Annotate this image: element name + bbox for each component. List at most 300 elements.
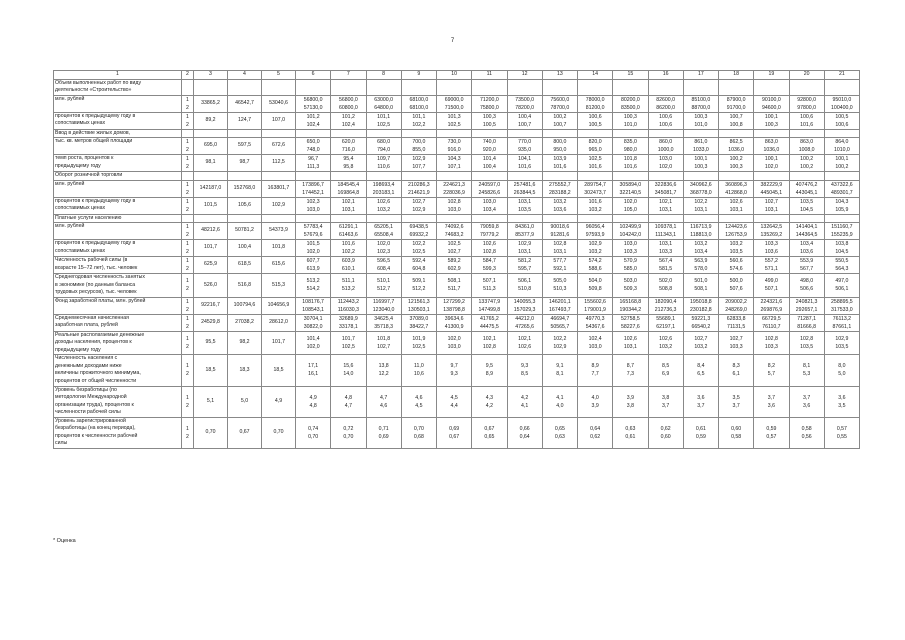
actual-value: 98,2 — [228, 331, 262, 355]
indicator-label — [54, 274, 182, 298]
value-line: 82600,0 — [656, 96, 675, 103]
value-line: 8,0 — [838, 363, 846, 370]
value-line: 8,9 — [485, 371, 493, 378]
value-line: 111343,1 — [655, 232, 677, 239]
forecast-value — [296, 297, 331, 314]
value-line: 103,0 — [447, 206, 461, 213]
value-line: 100,6 — [835, 121, 849, 128]
value-line: 102,7 — [447, 249, 461, 256]
value-line: 112443,2 — [337, 298, 359, 305]
empty-cell — [262, 172, 296, 181]
forecast-value — [401, 223, 436, 240]
forecast-value — [296, 331, 331, 355]
value-line: 9,7 — [450, 363, 458, 370]
forecast-value — [507, 155, 542, 172]
value-line: 101,3 — [447, 113, 461, 120]
indicator-label — [54, 223, 182, 240]
value-line: 103,5 — [835, 344, 849, 351]
value-line: 8,5 — [662, 363, 670, 370]
forecast-value — [542, 223, 577, 240]
actual-value: 18,5 — [194, 355, 228, 386]
empty-cell — [194, 214, 228, 223]
value-line: 506,1 — [518, 278, 532, 285]
value-line: 101,0 — [623, 121, 637, 128]
value-line: 103,0 — [482, 198, 496, 205]
forecast-value — [366, 297, 401, 314]
forecast-value — [648, 417, 683, 448]
forecast-value — [789, 386, 824, 417]
value-line: 4,0 — [556, 402, 564, 409]
value-line: 102,5 — [447, 241, 461, 248]
forecast-value — [401, 331, 436, 355]
actual-value: 515,3 — [262, 274, 296, 298]
value-line: 90018,6 — [550, 224, 570, 231]
indicator-label-line: Реальные располагаемые денежные — [55, 331, 145, 338]
forecast-value — [789, 257, 824, 274]
forecast-value — [296, 240, 331, 257]
value-line: 68100,0 — [409, 96, 429, 103]
value-line: 57783,4 — [303, 224, 323, 231]
value-line: 60800,0 — [338, 104, 358, 111]
forecast-value — [648, 331, 683, 355]
value-line: 102,5 — [377, 121, 391, 128]
value-line: 33178,1 — [338, 323, 358, 330]
value-line: 0,66 — [519, 425, 530, 432]
value-line: 512,7 — [377, 286, 391, 293]
variant-number — [182, 240, 194, 257]
forecast-value — [472, 386, 507, 417]
value-line: 101,2 — [306, 113, 320, 120]
value-line: 0,70 — [413, 425, 424, 432]
indicator-label — [54, 197, 182, 214]
header-cell: 11 — [472, 71, 507, 80]
empty-cell — [789, 129, 824, 138]
value-line: 103,1 — [623, 344, 637, 351]
forecast-value — [613, 138, 648, 155]
value-line: 855,0 — [412, 147, 426, 154]
forecast-value — [754, 95, 789, 112]
forecast-value — [789, 95, 824, 112]
value-line: 14,0 — [343, 371, 354, 378]
value-line: 102499,9 — [619, 224, 642, 231]
value-line: 65508,4 — [374, 232, 393, 239]
value-line: 214621,9 — [408, 189, 430, 196]
value-line: 103,5 — [800, 344, 814, 351]
actual-value: 104656,9 — [262, 297, 296, 314]
forecast-value — [331, 314, 366, 331]
value-line: 4,0 — [591, 394, 599, 401]
forecast-value — [507, 386, 542, 417]
value-line: 62197,1 — [656, 323, 675, 330]
value-line: 3,6 — [767, 402, 775, 409]
empty-cell — [542, 214, 577, 223]
forecast-value — [331, 180, 366, 197]
empty-cell — [437, 129, 472, 138]
value-line: 103,2 — [588, 249, 602, 256]
actual-value: 100794,6 — [228, 297, 262, 314]
empty-cell — [182, 172, 194, 181]
indicator-label-line: Численность населения с — [55, 355, 118, 362]
value-line: 0,69 — [449, 425, 460, 432]
value-line: 920,0 — [482, 147, 496, 154]
value-line: 104,3 — [835, 198, 849, 205]
variant-number — [182, 355, 194, 386]
value-line: 103,8 — [835, 241, 849, 248]
empty-cell — [578, 79, 613, 95]
value-line: 130503,1 — [408, 306, 430, 313]
empty-cell — [754, 129, 789, 138]
value-line: 100,8 — [729, 121, 743, 128]
value-line: 2 — [186, 147, 189, 154]
forecast-value — [683, 138, 718, 155]
value-line: 595,7 — [518, 266, 532, 273]
value-line: 0,69 — [378, 433, 389, 440]
value-line: 8,1 — [803, 363, 811, 370]
forecast-value — [507, 331, 542, 355]
value-line: 86200,0 — [656, 104, 675, 111]
empty-cell — [613, 214, 648, 223]
variant-number — [182, 180, 194, 197]
value-line: 100,1 — [764, 113, 778, 120]
forecast-value — [683, 197, 718, 214]
indicator-label-line: денежными доходами ниже — [55, 362, 122, 369]
header-cell: 13 — [542, 71, 577, 80]
forecast-value — [366, 197, 401, 214]
forecast-value — [754, 386, 789, 417]
value-line: 501,0 — [694, 278, 708, 285]
empty-cell — [262, 214, 296, 223]
value-line: 49770,3 — [585, 315, 605, 322]
value-line: 101,0 — [694, 121, 708, 128]
value-line: 74092,6 — [444, 224, 464, 231]
forecast-value — [824, 180, 859, 197]
value-line: 100,2 — [800, 156, 814, 163]
value-line: 567,4 — [659, 258, 673, 265]
value-line: 57679,6 — [303, 232, 323, 239]
value-line: 3,9 — [626, 394, 634, 401]
value-line: 37089,0 — [409, 315, 429, 322]
actual-value: 28612,0 — [262, 314, 296, 331]
table-row — [54, 257, 860, 274]
value-line: 144364,5 — [795, 232, 818, 239]
value-line: 7,3 — [626, 371, 634, 378]
section-title-line: деятельности «Строительство» — [55, 87, 132, 94]
forecast-value — [754, 223, 789, 240]
forecast-value — [824, 331, 859, 355]
value-line: 2 — [186, 266, 189, 273]
value-line: 103,2 — [553, 198, 567, 205]
value-line: 510,3 — [553, 286, 567, 293]
value-line: 54367,6 — [585, 323, 605, 330]
value-line: 3,7 — [767, 394, 775, 401]
value-line: 3,6 — [838, 394, 846, 401]
value-line: 75800,0 — [479, 104, 499, 111]
value-line: 190344,2 — [619, 306, 642, 313]
value-line: 133747,9 — [478, 298, 501, 305]
forecast-value — [613, 297, 648, 314]
actual-value: 516,8 — [228, 274, 262, 298]
value-line: 502,0 — [659, 278, 673, 285]
forecast-value — [613, 355, 648, 386]
forecast-value — [507, 417, 542, 448]
forecast-value — [542, 331, 577, 355]
value-line: 4,6 — [415, 394, 423, 401]
value-line: 102,5 — [588, 156, 602, 163]
forecast-value — [789, 112, 824, 129]
header-cell: 21 — [824, 71, 859, 80]
header-cell: 6 — [296, 71, 331, 80]
indicator-label-line: численности рабочей силы — [55, 409, 121, 416]
value-line: 2 — [186, 323, 189, 330]
value-line: 102,6 — [377, 198, 391, 205]
section-header-row — [54, 129, 860, 138]
actual-value: 163801,7 — [262, 180, 296, 197]
indicator-label-line: предыдущему году — [55, 346, 101, 353]
actual-value: 625,9 — [194, 257, 228, 274]
value-line: 0,67 — [449, 433, 460, 440]
value-line: 0,58 — [731, 433, 742, 440]
actual-value: 50781,2 — [228, 223, 262, 240]
forecast-value — [578, 197, 613, 214]
value-line: 104,5 — [835, 249, 849, 256]
forecast-value — [331, 331, 366, 355]
value-line: 574,6 — [729, 266, 743, 273]
actual-value: 101,5 — [194, 197, 228, 214]
section-header-row — [54, 172, 860, 181]
forecast-value — [578, 240, 613, 257]
indicator-label-line: доходы населения, процентов к — [55, 339, 132, 346]
forecast-value — [542, 417, 577, 448]
value-line: 102,8 — [482, 249, 496, 256]
value-line: 592,1 — [553, 266, 567, 273]
value-line: 101,6 — [800, 121, 814, 128]
value-line: 504,0 — [588, 278, 602, 285]
value-line: 437322,6 — [831, 181, 853, 188]
forecast-value — [578, 223, 613, 240]
forecast-value — [542, 274, 577, 298]
value-line: 71200,0 — [479, 96, 499, 103]
header-cell: 8 — [366, 71, 401, 80]
value-line: 513,2 — [341, 286, 355, 293]
forecast-value — [683, 386, 718, 417]
value-line: 508,1 — [694, 286, 708, 293]
empty-cell — [719, 129, 754, 138]
forecast-value — [578, 417, 613, 448]
forecast-value — [789, 240, 824, 257]
forecast-value — [542, 197, 577, 214]
value-line: 100,1 — [835, 156, 849, 163]
value-line: 61463,6 — [338, 232, 358, 239]
value-line: 6,9 — [662, 371, 670, 378]
empty-cell — [228, 214, 262, 223]
forecast-value — [613, 274, 648, 298]
forecast-value — [472, 138, 507, 155]
forecast-value — [401, 314, 436, 331]
value-line: 95,4 — [343, 156, 354, 163]
indicator-label-line: Среднемесячная начисленная — [55, 314, 129, 321]
empty-cell — [296, 129, 331, 138]
indicator-label-line: предыдущему году — [55, 162, 101, 169]
value-line: 124423,6 — [725, 224, 747, 231]
value-line: 860,0 — [659, 139, 673, 146]
value-line: 2 — [186, 433, 189, 440]
forecast-value — [754, 112, 789, 129]
value-line: 103,2 — [694, 241, 708, 248]
value-line: 212736,3 — [654, 306, 677, 313]
forecast-value — [472, 223, 507, 240]
indicator-label-line: безработицы (на конец периода), — [55, 425, 136, 432]
value-line: 509,1 — [412, 278, 426, 285]
empty-cell — [789, 79, 824, 95]
value-line: 83500,0 — [620, 104, 640, 111]
header-cell: 1 — [54, 71, 182, 80]
forecast-value — [331, 223, 366, 240]
empty-cell — [331, 79, 366, 95]
value-line: 71287,1 — [797, 315, 816, 322]
value-line: 0,60 — [731, 425, 742, 432]
forecast-value — [366, 180, 401, 197]
value-line: 269876,9 — [760, 306, 783, 313]
forecast-value — [331, 197, 366, 214]
forecast-value — [437, 417, 472, 448]
value-line: 102,0 — [764, 164, 778, 171]
forecast-value — [507, 223, 542, 240]
forecast-value — [542, 355, 577, 386]
value-line: 100400,0 — [831, 104, 853, 111]
value-line: 167493,7 — [549, 306, 571, 313]
empty-cell — [507, 214, 542, 223]
forecast-value — [719, 297, 754, 314]
value-line: 97593,9 — [585, 232, 605, 239]
value-line: 563,9 — [694, 258, 708, 265]
variant-number — [182, 197, 194, 214]
value-line: 608,4 — [377, 266, 391, 273]
value-line: 5,7 — [767, 371, 775, 378]
actual-value: 5,1 — [194, 386, 228, 417]
value-line: 102,7 — [729, 336, 743, 343]
value-line: 102,1 — [482, 336, 496, 343]
variant-number — [182, 138, 194, 155]
forecast-value — [719, 355, 754, 386]
indicator-label-line: млн. рублей — [55, 223, 85, 230]
forecast-value — [824, 197, 859, 214]
value-line: 610,1 — [341, 266, 355, 273]
value-line: 109378,1 — [654, 224, 677, 231]
indicator-label-line: возрасте 15–72 лет), тыс. человек — [55, 264, 138, 271]
variant-number — [182, 274, 194, 298]
value-line: 13,8 — [378, 363, 389, 370]
forecast-value — [472, 240, 507, 257]
value-line: 445045,1 — [760, 189, 783, 196]
value-line: 103,1 — [659, 241, 673, 248]
section-title — [54, 79, 182, 95]
forecast-value — [437, 155, 472, 172]
value-line: 103,6 — [553, 206, 567, 213]
forecast-value — [824, 240, 859, 257]
value-line: 567,7 — [800, 266, 814, 273]
actual-value: 92216,7 — [194, 297, 228, 314]
value-line: 584,7 — [482, 258, 496, 265]
forecast-value — [437, 138, 472, 155]
actual-value: 4,9 — [262, 386, 296, 417]
value-line: 100,2 — [800, 164, 814, 171]
value-line: 132642,5 — [760, 224, 783, 231]
value-line: 9,3 — [450, 371, 458, 378]
value-line: 95,8 — [343, 164, 354, 171]
variant-number — [182, 112, 194, 129]
value-line: 100,5 — [482, 121, 496, 128]
forecast-value — [789, 180, 824, 197]
forecast-value — [401, 155, 436, 172]
value-line: 302473,7 — [584, 189, 606, 196]
value-line: 1 — [186, 315, 189, 322]
value-line: 509,3 — [623, 286, 637, 293]
value-line: 863,0 — [764, 139, 778, 146]
value-line: 102,6 — [482, 241, 496, 248]
value-line: 0,65 — [484, 433, 495, 440]
indicator-label — [54, 180, 182, 197]
forecast-value — [683, 95, 718, 112]
forecast-value — [331, 355, 366, 386]
indicator-label — [54, 95, 182, 112]
table-row — [54, 138, 860, 155]
forecast-value — [366, 138, 401, 155]
forecast-value — [824, 355, 859, 386]
forecast-value — [648, 257, 683, 274]
forecast-value — [683, 180, 718, 197]
value-line: 506,1 — [835, 286, 849, 293]
indicator-label-line: Численность рабочей силы (в — [55, 257, 128, 264]
empty-cell — [182, 214, 194, 223]
value-line: 730,0 — [447, 139, 461, 146]
value-line: 71500,0 — [444, 104, 464, 111]
header-row — [54, 71, 860, 80]
value-line: 1033,0 — [692, 147, 709, 154]
actual-value: 33865,2 — [194, 95, 228, 112]
forecast-value — [296, 355, 331, 386]
actual-value: 5,0 — [228, 386, 262, 417]
value-line: 97800,0 — [797, 104, 816, 111]
value-line: 560,6 — [729, 258, 743, 265]
forecast-value — [578, 386, 613, 417]
value-line: 0,63 — [625, 425, 636, 432]
value-line: 1 — [186, 113, 189, 120]
value-line: 69438,5 — [409, 224, 429, 231]
value-line: 1 — [186, 278, 189, 285]
actual-value: 672,6 — [262, 138, 296, 155]
empty-cell — [366, 79, 401, 95]
value-line: 3,8 — [626, 402, 634, 409]
value-line: 147499,8 — [478, 306, 501, 313]
value-line: 100,7 — [553, 121, 567, 128]
forecast-value — [401, 355, 436, 386]
forecast-value — [648, 386, 683, 417]
value-line: 66729,5 — [761, 315, 781, 322]
value-line: 3,8 — [662, 394, 670, 401]
forecast-value — [754, 155, 789, 172]
forecast-value — [578, 155, 613, 172]
header-cell: 14 — [578, 71, 613, 80]
value-line: 32689,9 — [338, 315, 358, 322]
forecast-value — [472, 314, 507, 331]
actual-value: 142187,0 — [194, 180, 228, 197]
indicator-label-line: трудовых ресурсов), тыс. человек — [55, 289, 137, 296]
section-title-line: Объем выполненных работ по виду — [55, 79, 142, 86]
table-row — [54, 386, 860, 417]
value-line: 503,0 — [623, 278, 637, 285]
forecast-value — [578, 297, 613, 314]
value-line: 157029,3 — [513, 306, 536, 313]
